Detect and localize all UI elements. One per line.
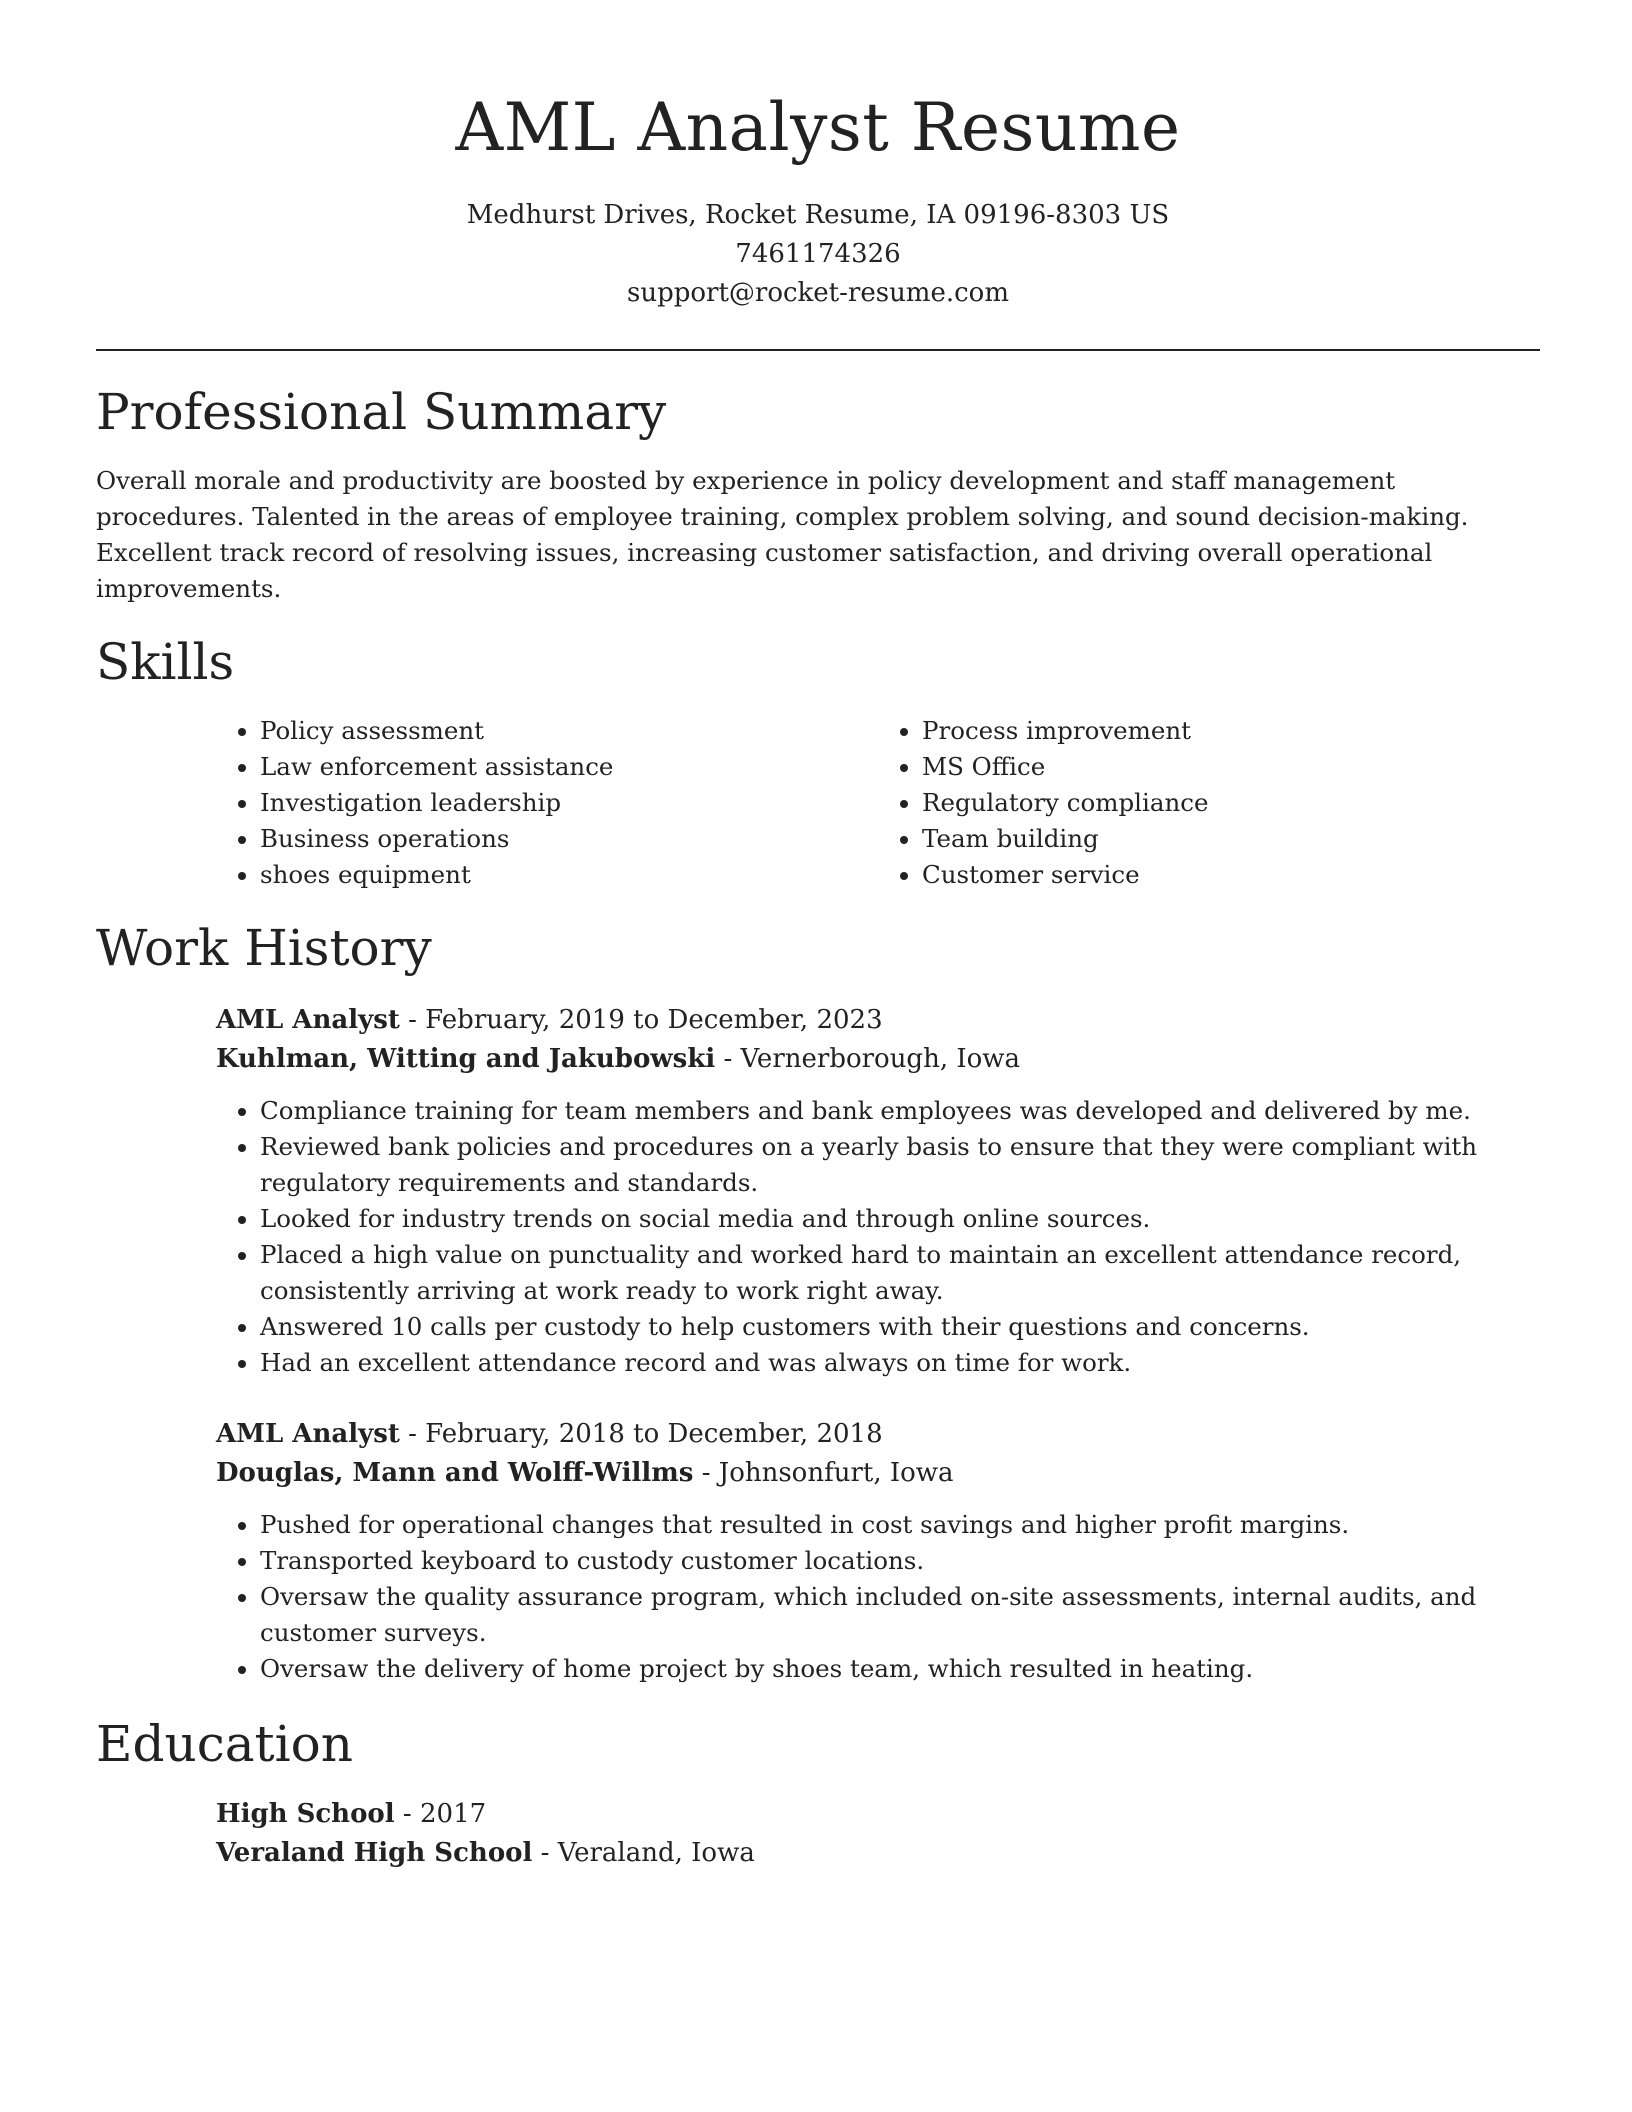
skills-list-left bbox=[216, 713, 878, 893]
job-company-line bbox=[216, 1039, 1540, 1079]
job-company: Kuhlman, Witting and Jakubowski bbox=[216, 1044, 716, 1074]
skills-section bbox=[96, 631, 1540, 893]
skill-item: • Business operations bbox=[260, 821, 878, 857]
separator: - bbox=[540, 1838, 558, 1868]
work-heading: Work History bbox=[96, 919, 432, 977]
job-bullets bbox=[216, 1507, 1540, 1687]
resume-title: AML Analyst Resume bbox=[455, 89, 1181, 166]
job-bullet: • Transported keyboard to custody customer locations. bbox=[260, 1543, 1540, 1579]
education-school: Veraland High School bbox=[216, 1838, 533, 1868]
job-bullet: • Answered 10 calls per custody to help customers with their questions and concerns. bbox=[260, 1309, 1540, 1345]
education-year: 2017 bbox=[419, 1799, 487, 1829]
skill-item: • Law enforcement assistance bbox=[260, 749, 878, 785]
summary-heading: Professional Summary bbox=[96, 383, 667, 441]
job-dates: February, 2019 to December, 2023 bbox=[425, 1005, 883, 1035]
header-divider bbox=[96, 349, 1540, 351]
skill-item: • Investigation leadership bbox=[260, 785, 878, 821]
job-location: Johnsonfurt, Iowa bbox=[718, 1458, 954, 1488]
education-degree: High School bbox=[216, 1799, 395, 1829]
resume-header bbox=[96, 0, 1540, 313]
job-location: Vernerborough, Iowa bbox=[740, 1044, 1021, 1074]
skill-item: • shoes equipment bbox=[260, 857, 878, 893]
education-heading: Education bbox=[96, 1715, 353, 1773]
job-entry bbox=[216, 1001, 1540, 1381]
job-title-line bbox=[216, 1001, 1540, 1039]
job-bullet: • Placed a high value on punctuality and worked hard to maintain an excellent attendance record, consistently arriving at work ready to work right away. bbox=[260, 1237, 1540, 1309]
job-bullet: • Reviewed bank policies and procedures on a yearly basis to ensure that they were compliant with regulatory requirements and standards. bbox=[260, 1129, 1540, 1201]
skills-columns bbox=[216, 713, 1540, 893]
contact-phone: 7461174326 bbox=[735, 239, 901, 269]
skill-item: • Process improvement bbox=[922, 713, 1540, 749]
job-company-line bbox=[216, 1453, 1540, 1493]
contact-email[interactable]: support@rocket-resume.com bbox=[626, 278, 1009, 308]
job-entry bbox=[216, 1415, 1540, 1687]
skills-heading: Skills bbox=[96, 633, 235, 691]
separator: - bbox=[408, 1005, 426, 1035]
skill-item: • Customer service bbox=[922, 857, 1540, 893]
contact-info bbox=[96, 196, 1540, 313]
skills-list-right bbox=[878, 713, 1540, 893]
separator: - bbox=[402, 1799, 420, 1829]
job-dates: February, 2018 to December, 2018 bbox=[425, 1419, 883, 1449]
job-title: AML Analyst bbox=[216, 1005, 400, 1035]
education-section bbox=[96, 1713, 1540, 1873]
education-entry bbox=[216, 1795, 1540, 1873]
work-section bbox=[96, 917, 1540, 1687]
skill-item: • Team building bbox=[922, 821, 1540, 857]
contact-address: Medhurst Drives, Rocket Resume, IA 09196-8303 US bbox=[466, 200, 1170, 230]
summary-section bbox=[96, 381, 1540, 607]
job-bullet: • Oversaw the quality assurance program, which included on-site assessments, internal audits, and customer surveys. bbox=[260, 1579, 1540, 1651]
job-company: Douglas, Mann and Wolff-Willms bbox=[216, 1458, 694, 1488]
job-bullet: • Pushed for operational changes that resulted in cost savings and higher profit margins. bbox=[260, 1507, 1540, 1543]
job-bullet: • Had an excellent attendance record and was always on time for work. bbox=[260, 1345, 1540, 1381]
separator: - bbox=[701, 1458, 719, 1488]
summary-text: Overall morale and productivity are boosted by experience in policy development and staff management procedures. Talented in the areas of employee training, complex problem solving, and sound decision-making. Excellent track record of resolving issues, increasing customer satisfaction, and driving overall operational improvements. bbox=[96, 466, 1469, 603]
job-bullet: • Compliance training for team members and bank employees was developed and delivered by me. bbox=[260, 1093, 1540, 1129]
skill-item: • MS Office bbox=[922, 749, 1540, 785]
job-bullet: • Looked for industry trends on social media and through online sources. bbox=[260, 1201, 1540, 1237]
education-school-line bbox=[216, 1833, 1540, 1873]
skill-item: • Policy assessment bbox=[260, 713, 878, 749]
separator: - bbox=[723, 1044, 741, 1074]
job-title: AML Analyst bbox=[216, 1419, 400, 1449]
job-bullets bbox=[216, 1093, 1540, 1381]
job-bullet: • Oversaw the delivery of home project by shoes team, which resulted in heating. bbox=[260, 1651, 1540, 1687]
education-degree-line bbox=[216, 1795, 1540, 1833]
skill-item: • Regulatory compliance bbox=[922, 785, 1540, 821]
resume-page bbox=[96, 0, 1540, 1873]
education-location: Veraland, Iowa bbox=[557, 1838, 755, 1868]
separator: - bbox=[408, 1419, 426, 1449]
job-title-line bbox=[216, 1415, 1540, 1453]
